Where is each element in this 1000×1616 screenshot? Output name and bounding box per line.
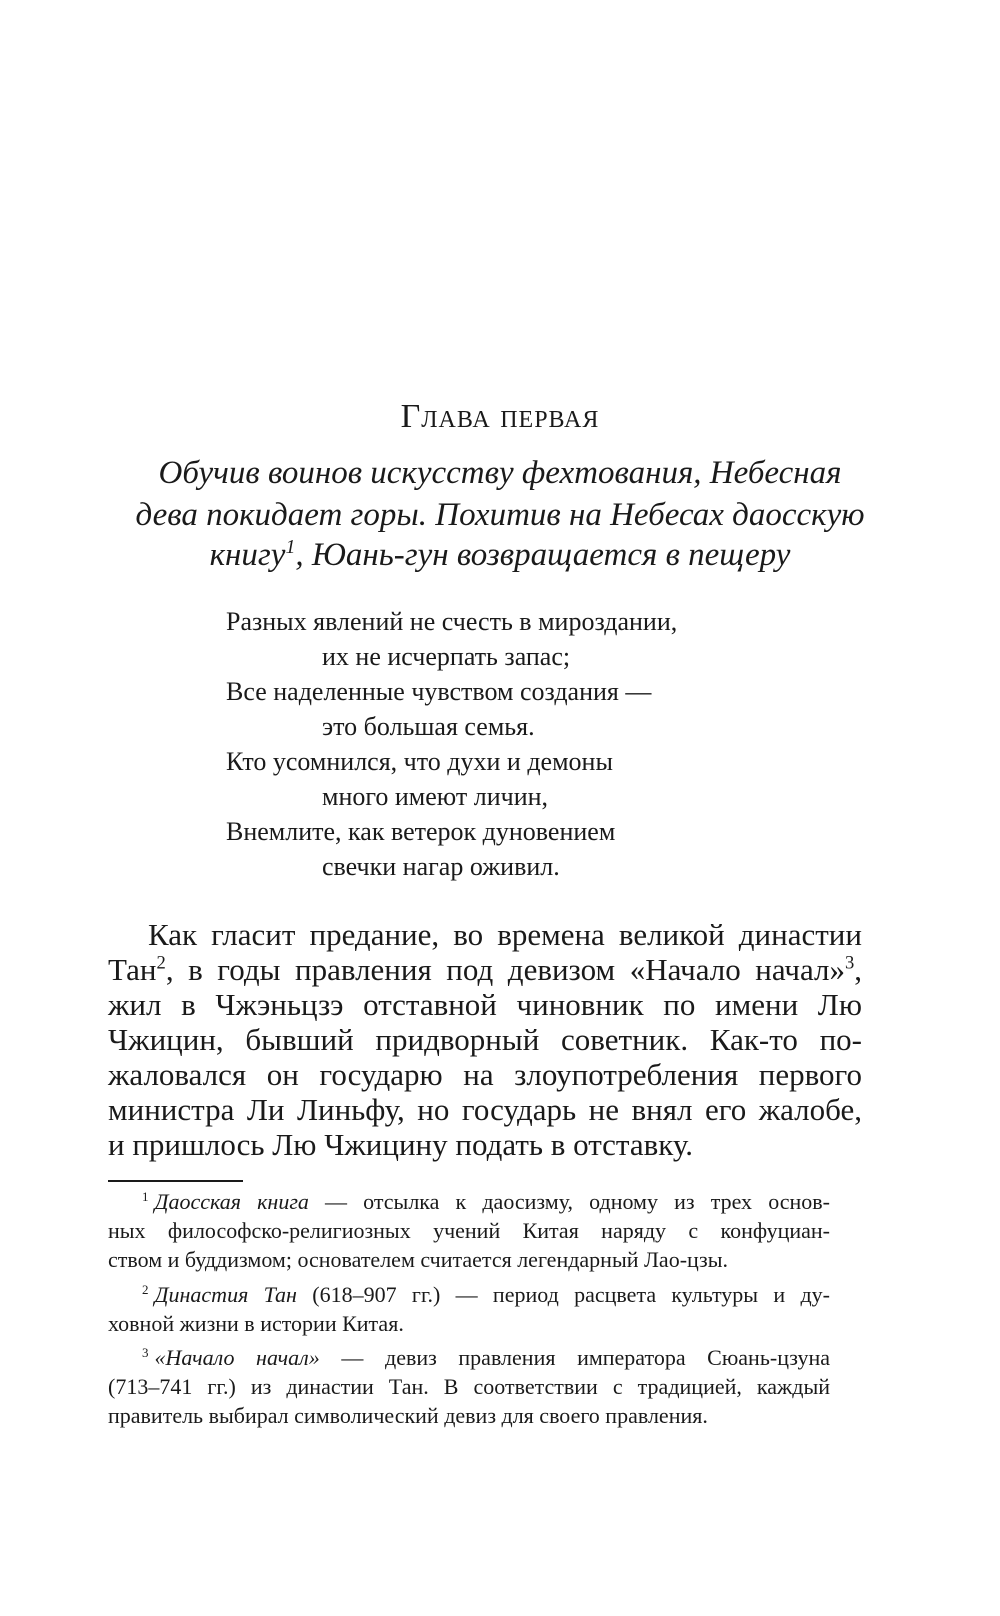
footnote-text: — отсылка к даосизму, одному из трех основ- [308,1189,830,1214]
footnote-number: 2 [142,1281,149,1297]
poem-line: Внемлите, как ветерок дуновением [226,817,616,846]
body-text-line: Чжицин, бывший придворный советник. Как-то по- [108,1022,862,1057]
footnote-text: (618–907 гг.) — период расцвета культуры и ду- [296,1282,830,1307]
body-text: , [854,952,862,987]
body-text-line: и пришлось Лю Чжицину подать в отставку. [108,1127,694,1162]
footnote-line [142,1189,830,1215]
poem-line: это большая семья. [322,712,535,741]
poem-line: их не исчерпать запас; [322,642,571,671]
subtitle-text: , Юань-гун возвращается в пещеру [295,537,791,573]
chapter-heading: Глава первая [400,398,600,435]
body-text-line: жаловался он государю на злоупотребления первого [108,1057,862,1092]
footnote-term: «Начало начал» [154,1345,320,1370]
footnote-marker: 3 [844,952,855,974]
body-text-line: жил в Чжэньцзэ отставной чиновник по имени Лю [108,987,862,1022]
footnote-line: ховной жизни в истории Китая. [108,1311,404,1336]
body-text: Тан [108,952,157,987]
footnote-divider [108,1180,243,1182]
poem-line: Кто усомнился, что духи и демоны [226,747,613,776]
footnote-line [142,1345,830,1371]
chapter-subtitle-line [90,536,910,574]
footnote-line: ных философско-религиозных учений Китая наряду с конфуциан- [108,1218,830,1243]
footnote-number: 1 [142,1188,149,1204]
footnote-line [142,1282,830,1308]
footnote-number: 3 [142,1344,149,1360]
chapter-subtitle-line: дева покидает горы. Похитив на Небесах даосскую [135,497,865,533]
body-text-line: министра Ли Линьфу, но государь не внял его жалобе, [108,1092,862,1127]
body-text: , в годы правления под девизом «Начало начал» [165,952,845,987]
footnote-line: (713–741 гг.) из династии Тан. В соответствии с традицией, каждый [108,1374,830,1399]
body-text-line: Как гласит предание, во времена великой династии [148,917,862,952]
footnote-marker: 1 [285,536,296,558]
poem-line: Все наделенные чувством создания — [226,677,652,706]
footnote-line: правитель выбирал символический девиз для своего правления. [108,1403,708,1428]
footnote-term: Даосская книга [154,1189,309,1214]
poem-line: много имеют личин, [322,782,549,811]
subtitle-text: книгу [209,537,286,573]
poem-line: Разных явлений не счесть в мироздании, [226,607,678,636]
footnote-line: ством и буддизмом; основателем считается легендарный Лао-цзы. [108,1247,729,1272]
body-text-line [108,952,862,988]
chapter-subtitle-line: Обучив воинов искусству фехтования, Небесная [158,455,842,491]
poem-line: свечки нагар оживил. [322,852,560,881]
footnote-term: Династия Тан [154,1282,297,1307]
footnote-marker: 2 [156,952,166,974]
footnote-text: — девиз правления императора Сюань-цзуна [319,1345,831,1370]
